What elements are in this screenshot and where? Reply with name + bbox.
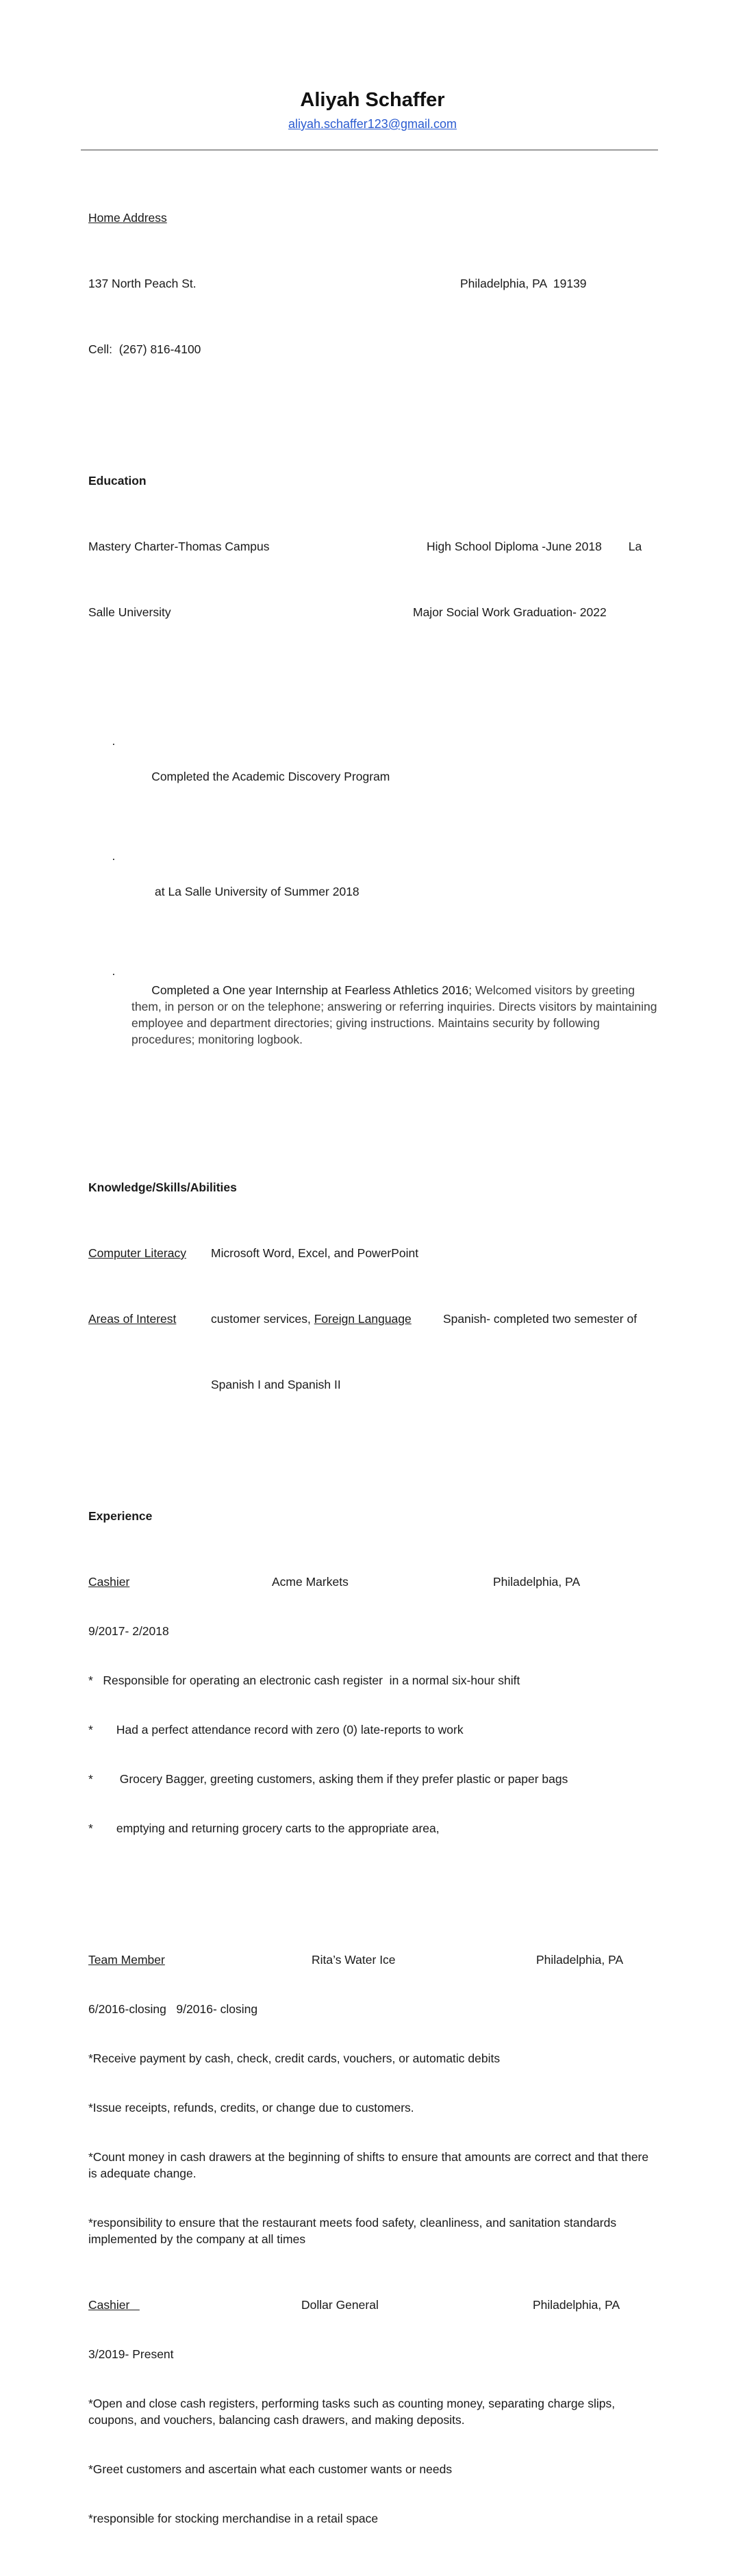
skills-value-areas-of-interest xyxy=(211,1311,412,1327)
skills-heading: Knowledge/Skills/Abilities xyxy=(88,1180,237,1194)
education-heading: Education xyxy=(88,474,147,488)
education-degree-2: Major Social Work Graduation- 2022 xyxy=(413,605,607,619)
email-line xyxy=(0,115,745,133)
education-row-2 xyxy=(88,604,659,620)
job-bullet: *Issue receipts, refunds, credits, or change due to customers. xyxy=(88,2101,414,2114)
blank-line xyxy=(88,1442,659,1459)
skills-row-1 xyxy=(88,1245,659,1261)
education-bullet-1-text: Completed the Academic Discovery Program xyxy=(151,770,390,783)
job-location-acme: Philadelphia, PA xyxy=(493,1575,581,1589)
job-bullet: * Had a perfect attendance record with zero (0) late-reports to work xyxy=(88,1723,464,1737)
education-bullet-1 xyxy=(88,735,659,801)
blank-line xyxy=(88,1886,659,1902)
email-link[interactable]: aliyah.schaffer123@gmail.com xyxy=(288,117,457,131)
job-title-dollar-general: Cashier xyxy=(88,2298,140,2312)
skills-value-spanish: Spanish- completed two semester of xyxy=(443,1312,637,1326)
job-bullet: * emptying and returning grocery carts to the appropriate area, xyxy=(88,1821,440,1835)
job-company-acme: Acme Markets xyxy=(272,1575,349,1589)
home-address-heading: Home Address xyxy=(88,211,167,225)
job-bullet: *Count money in cash drawers at the beginning of shifts to ensure that amounts are correct and that there is adequate change. xyxy=(88,2150,652,2180)
job-title-acme: Cashier xyxy=(88,1575,130,1589)
address-row xyxy=(88,275,659,292)
job-title-ritas: Team Member xyxy=(88,1953,165,1967)
resume-body xyxy=(88,160,659,2576)
skills-value-plain: customer services, xyxy=(211,1312,314,1326)
education-row-1 xyxy=(88,538,659,555)
job-bullet: *Greet customers and ascertain what each customer wants or needs xyxy=(88,2462,453,2476)
skills-value-computer-literacy: Microsoft Word, Excel, and PowerPoint xyxy=(211,1246,419,1260)
resume-name: Aliyah Schaffer xyxy=(300,89,445,111)
blank-line xyxy=(88,1113,659,1130)
job-dates-dollar-general: 3/2019- Present xyxy=(88,2347,174,2361)
job-dates-acme: 9/2017- 2/2018 xyxy=(88,1624,169,1638)
education-bullet-3-text-black: Completed a One year Internship at Fearless Athletics 2016; xyxy=(151,983,472,997)
job-bullet: *responsibility to ensure that the restaurant meets food safety, cleanliness, and sanitation standards implemented by the company at all times xyxy=(88,2216,620,2246)
education-degree-1: High School Diploma -June 2018 La xyxy=(427,540,642,553)
education-bullet-3-text-gray: Welcomed visitors by greeting them, in person or on the telephone; answering or referring inquiries. Directs visitors by maintaining employee and department directories; giving instructions. Maintains security by following procedures; monitoring logbook. xyxy=(131,983,661,1046)
city-state-zip: Philadelphia, PA 19139 xyxy=(460,277,587,290)
job-location-ritas: Philadelphia, PA xyxy=(536,1953,624,1967)
cell-phone: Cell: (267) 816-4100 xyxy=(88,342,201,356)
job-company-ritas: Rita’s Water Ice xyxy=(312,1953,396,1967)
job-bullet: * Grocery Bagger, greeting customers, asking them if they prefer plastic or paper bags xyxy=(88,1772,568,1786)
header-divider xyxy=(81,149,658,151)
job-bullet: *responsible for stocking merchandise in a retail space xyxy=(88,2512,379,2525)
education-bullet-3 xyxy=(88,965,659,1064)
bullet-dot-icon: · xyxy=(112,852,116,866)
job-location-dollar-general: Philadelphia, PA xyxy=(533,2298,620,2312)
experience-heading: Experience xyxy=(88,1509,153,1523)
bullet-dot-icon: · xyxy=(112,967,116,981)
job-row-dollar-general xyxy=(88,2297,659,2313)
job-bullet: * Responsible for operating an electronic cash register in a normal six-hour shift xyxy=(88,1674,520,1687)
job-dates-ritas: 6/2016-closing 9/2016- closing xyxy=(88,2002,258,2016)
job-row-ritas xyxy=(88,1952,659,1968)
job-company-dollar-general: Dollar General xyxy=(301,2298,379,2312)
skills-row-2 xyxy=(88,1311,659,1327)
bullet-dot-icon: · xyxy=(112,737,116,750)
education-school-1: Mastery Charter-Thomas Campus xyxy=(88,540,270,553)
skills-row-3 xyxy=(88,1376,659,1393)
education-bullet-2 xyxy=(88,850,659,916)
blank-line xyxy=(88,670,659,686)
job-bullet: *Open and close cash registers, performing tasks such as counting money, separating charge slips, coupons, and vouchers, balancing cash drawers, and making deposits. xyxy=(88,2397,618,2427)
skills-value-spanish-2: Spanish I and Spanish II xyxy=(211,1378,341,1391)
job-bullet: *Receive payment by cash, check, credit cards, vouchers, or automatic debits xyxy=(88,2051,501,2065)
blank-line xyxy=(88,407,659,423)
street-address: 137 North Peach St. xyxy=(88,277,197,290)
job-row-acme xyxy=(88,1574,659,1590)
education-bullet-2-text: at La Salle University of Summer 2018 xyxy=(151,885,359,898)
skills-label-areas-of-interest: Areas of Interest xyxy=(88,1312,177,1326)
skills-value-foreign-language: Foreign Language xyxy=(314,1312,412,1326)
education-school-2: Salle University xyxy=(88,605,171,619)
skills-label-computer-literacy: Computer Literacy xyxy=(88,1246,186,1260)
